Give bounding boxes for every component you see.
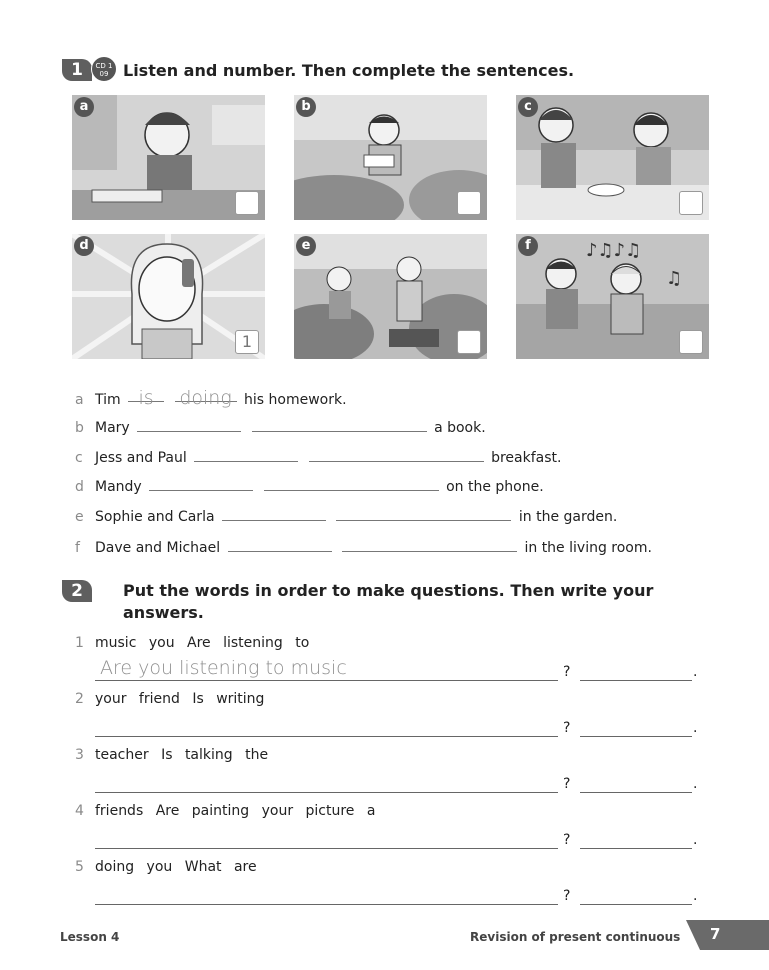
question-2-short-answer-line[interactable]: [580, 735, 692, 737]
answer-blank-2[interactable]: doing: [175, 387, 237, 402]
answer-blank-1[interactable]: [194, 447, 298, 462]
sentence-subject: Tim: [95, 392, 121, 408]
picture-b: [294, 95, 487, 220]
question-mark: ?: [563, 664, 571, 680]
picture-c: [516, 95, 709, 220]
exercise-2-title-line-2: answers.: [123, 603, 204, 622]
answer-blank-1[interactable]: [149, 476, 253, 491]
sentence-end: on the phone.: [446, 479, 544, 495]
cd-track: 09: [99, 70, 109, 78]
answer-blank-2[interactable]: [336, 506, 511, 521]
sentence-letter: e: [75, 509, 84, 525]
picture-f-letter: f: [518, 236, 538, 256]
svg-text:♪♫♪♫: ♪♫♪♫: [586, 240, 642, 261]
sentence-f: [75, 537, 652, 557]
picture-e-number-box[interactable]: [457, 330, 481, 354]
sentence-end: breakfast.: [491, 450, 562, 466]
answer-blank-1[interactable]: [137, 417, 241, 432]
question-5-answer-line[interactable]: [95, 903, 558, 905]
sentence-subject: Jess and Paul: [95, 450, 187, 466]
svg-text:♫: ♫: [666, 268, 683, 289]
sentence-d: [75, 476, 544, 496]
cd-track-badge: [91, 56, 117, 82]
picture-e-letter: e: [296, 236, 316, 256]
sentence-end: in the living room.: [524, 540, 652, 556]
question-mark: ?: [563, 720, 571, 736]
question-5-short-answer-line[interactable]: [580, 903, 692, 905]
answer-blank-1[interactable]: [222, 506, 326, 521]
answer-blank-1[interactable]: [228, 537, 332, 552]
footer-topic: Revision of present continuous: [470, 930, 681, 944]
sentence-letter: b: [75, 420, 84, 436]
picture-d-number-box[interactable]: 1: [235, 330, 259, 354]
period: .: [693, 832, 698, 848]
footer-lesson: Lesson 4: [60, 930, 120, 944]
page-number-tab: [686, 920, 769, 950]
picture-f-number-box[interactable]: [679, 330, 703, 354]
question-mark: ?: [563, 832, 571, 848]
question-3-answer-line[interactable]: [95, 791, 558, 793]
exercise-1-number: 1: [62, 59, 92, 81]
answer-blank-1[interactable]: is: [128, 387, 164, 402]
cd-label: CD 1: [95, 62, 113, 70]
question-number: 3: [75, 747, 84, 763]
question-4-short-answer-line[interactable]: [580, 847, 692, 849]
page-number: 7: [710, 925, 721, 943]
picture-c-letter: c: [518, 97, 538, 117]
sentence-end: in the garden.: [518, 509, 618, 525]
sentence-end: his homework.: [244, 392, 347, 408]
question-1-answer-line[interactable]: [95, 679, 558, 681]
sentence-letter: c: [75, 450, 83, 466]
answer-blank-2[interactable]: [342, 537, 517, 552]
sentence-subject: Mandy: [95, 479, 142, 495]
question-1-answer-text: Are you listening to music: [100, 657, 347, 679]
picture-a-letter: a: [74, 97, 94, 117]
picture-c-number-box[interactable]: [679, 191, 703, 215]
period: .: [693, 776, 698, 792]
question-1-short-answer-line[interactable]: [580, 679, 692, 681]
picture-d-letter: d: [74, 236, 94, 256]
question-number: 5: [75, 859, 84, 875]
picture-f: [516, 234, 709, 359]
sentence-letter: f: [75, 540, 80, 556]
question-number: 4: [75, 803, 84, 819]
answer-blank-2[interactable]: [309, 447, 484, 462]
sentence-c: [75, 447, 561, 467]
sentence-subject: Mary: [95, 420, 130, 436]
picture-d: [72, 234, 265, 359]
question-words: teacher Is talking the: [95, 747, 269, 763]
question-number: 2: [75, 691, 84, 707]
exercise-2-number: 2: [62, 580, 92, 602]
sentence-b: [75, 417, 486, 437]
question-mark: ?: [563, 888, 571, 904]
period: .: [693, 888, 698, 904]
answer-blank-2[interactable]: [252, 417, 427, 432]
question-words: your friend Is writing: [95, 691, 265, 707]
picture-e: [294, 234, 487, 359]
question-words: doing you What are: [95, 859, 257, 875]
sentence-a: [75, 387, 347, 407]
period: .: [693, 664, 698, 680]
question-2-answer-line[interactable]: [95, 735, 558, 737]
question-3-words: [75, 747, 268, 763]
picture-a: [72, 95, 265, 220]
question-number: 1: [75, 635, 84, 651]
picture-b-number-box[interactable]: [457, 191, 481, 215]
question-4-answer-line[interactable]: [95, 847, 558, 849]
question-words: music you Are listening to: [95, 635, 310, 651]
exercise-1-title: Listen and number. Then complete the sentences.: [123, 61, 575, 80]
question-4-words: [75, 803, 375, 819]
sentence-subject: Sophie and Carla: [95, 509, 215, 525]
sentence-e: [75, 506, 617, 526]
picture-a-number-box[interactable]: [235, 191, 259, 215]
sentence-letter: a: [75, 392, 84, 408]
question-1-words: [75, 635, 309, 651]
sentence-end: a book.: [434, 420, 486, 436]
picture-b-letter: b: [296, 97, 316, 117]
question-2-words: [75, 691, 264, 707]
sentence-subject: Dave and Michael: [95, 540, 221, 556]
answer-blank-2[interactable]: [264, 476, 439, 491]
question-5-words: [75, 859, 257, 875]
exercise-2-title-line-1: Put the words in order to make questions. Then write your: [123, 581, 654, 600]
question-3-short-answer-line[interactable]: [580, 791, 692, 793]
question-mark: ?: [563, 776, 571, 792]
sentence-letter: d: [75, 479, 84, 495]
question-words: friends Are painting your picture a: [95, 803, 376, 819]
period: .: [693, 720, 698, 736]
